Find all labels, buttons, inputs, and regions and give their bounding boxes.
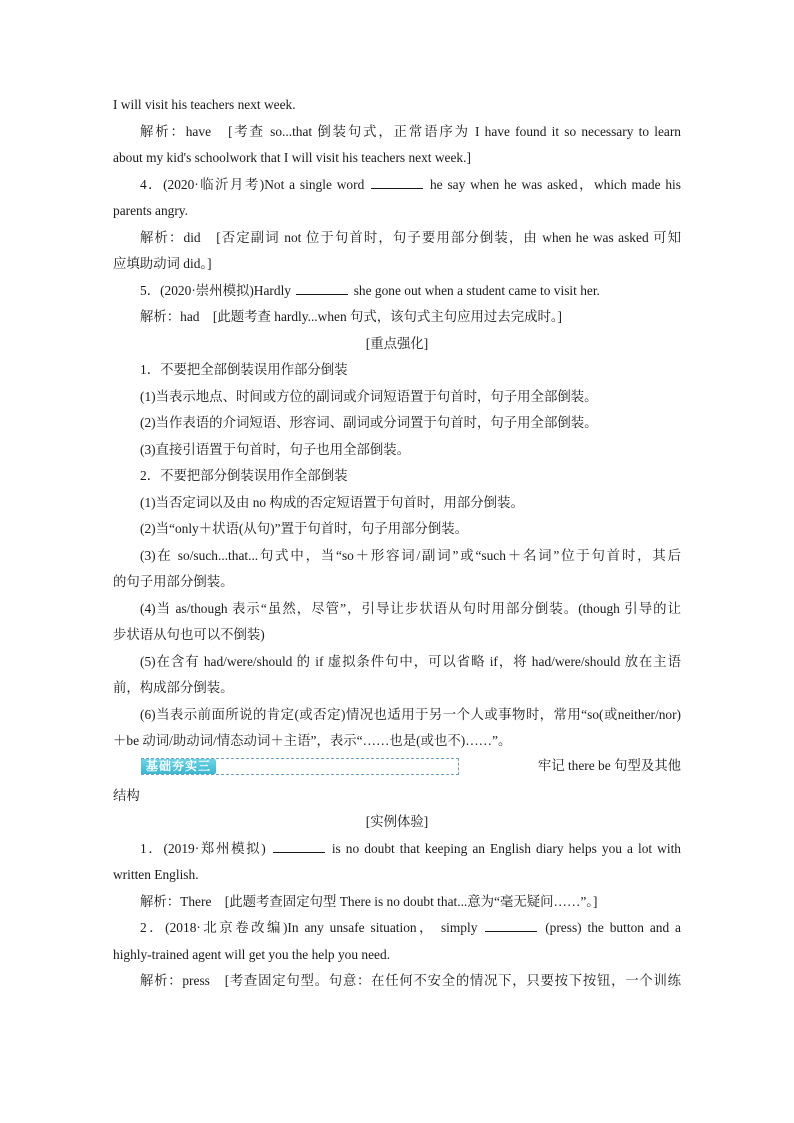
rule-heading: 1．不要把全部倒装误用作部分倒装 — [140, 362, 348, 377]
document-page — [113, 92, 681, 995]
rule-item: (4)当 as/though 表示“虽然，尽管”，引导让步状语从句时用部分倒装。(though 引导的让 — [140, 600, 681, 616]
subsection-heading: [重点强化] — [365, 335, 429, 351]
rule-item: (3)在 so/such...that...句式中，当“so＋形容词/副词”或“such＋名词”位于句首时，其后 — [140, 547, 681, 563]
rule-item: (5)在含有 had/were/should 的 if 虚拟条件句中，可以省略 if，将 had/were/should 放在主语 — [140, 653, 681, 669]
rule-item: (1)当否定词以及由 no 构成的否定短语置于句首时，用部分倒装。 — [140, 494, 524, 510]
question-1-stem: 1．(2019·郑州模拟) — [140, 840, 266, 856]
answer-blank[interactable] — [371, 178, 423, 189]
rule-item-cont: ＋be 动词/助动词/情态动词＋主语”，表示“……也是(或也不)……”。 — [113, 733, 512, 748]
section-badge: 基础夯实三 — [141, 759, 216, 774]
text-line: about my kid's schoolwork that I will visit his teachers next week.] — [113, 150, 471, 165]
answer-line: 解析：did [否定副词 not 位于句首时，句子要用部分倒装，由 when he was asked 可知 — [140, 229, 681, 245]
question-1-stem-cont: is no doubt that keeping an English diary helps you a lot with — [331, 840, 681, 856]
rule-item: (3)直接引语置于句首时，句子也用全部倒装。 — [140, 441, 411, 457]
question-2-stem-cont: (press) the button and a — [545, 920, 681, 935]
answer-blank[interactable] — [296, 284, 348, 295]
text-line: I will visit his teachers next week. — [113, 97, 296, 112]
rule-item-cont: 步状语从句也可以不倒装) — [113, 627, 265, 642]
question-4 — [113, 172, 681, 199]
answer-line: 解析：press [考查固定句型。句意：在任何不安全的情况下，只要按下按钮，一个训练 — [140, 973, 681, 988]
question-2 — [113, 915, 681, 942]
section-title-cont: 结构 — [113, 787, 140, 803]
rule-item: (1)当表示地点、时间或方位的副词或介词短语置于句首时，句子用全部倒装。 — [140, 388, 598, 404]
rule-item: (2)当作表语的介词短语、形容词、副词或分词置于句首时，句子用全部倒装。 — [140, 415, 598, 430]
answer-line: 解析：There [此题考查固定句型 There is no doubt that...意为“毫无疑问……”。] — [140, 893, 598, 909]
answer-line: 解析：have [考查 so...that 倒装句式，正常语序为 I have found it so necessary to learn — [140, 123, 681, 139]
section-header — [113, 753, 681, 783]
question-5-stem: 5．(2020·崇州模拟)Hardly — [140, 282, 291, 298]
answer-line: 解析：had [此题考查 hardly...when 句式，该句式主句应用过去完成时。] — [140, 309, 563, 324]
rule-heading: 2．不要把部分倒装误用作全部倒装 — [140, 468, 348, 483]
rule-item: (6)当表示前面所说的肯定(或否定)情况也适用于另一个人或事物时，常用“so(或neither/nor) — [140, 706, 681, 722]
rule-item: (2)当“only＋状语(从句)”置于句首时，句子用部分倒装。 — [140, 521, 469, 536]
rule-item-cont: 前，构成部分倒装。 — [113, 680, 234, 695]
text-line: written English. — [113, 867, 199, 882]
question-1 — [113, 836, 681, 863]
question-4-stem-cont: he say when he was asked，which made his — [429, 176, 681, 192]
answer-blank[interactable] — [273, 842, 325, 853]
text-line: highly-trained agent will get you the help you need. — [113, 946, 391, 962]
answer-blank[interactable] — [485, 921, 537, 932]
question-5-stem-cont: she gone out when a student came to visit her. — [353, 282, 600, 298]
question-5 — [113, 278, 681, 305]
question-2-stem: 2．(2018·北京卷改编)In any unsafe situation， simply — [140, 920, 478, 935]
subsection-heading: [实例体验] — [365, 814, 429, 829]
text-line: parents angry. — [113, 203, 188, 218]
rule-item-cont: 的句子用部分倒装。 — [113, 574, 234, 589]
section-title: 牢记 there be 句型及其他 — [537, 757, 681, 773]
question-4-stem: 4．(2020·临沂月考)Not a single word — [140, 176, 365, 192]
text-line: 应填助动词 did。] — [113, 256, 212, 271]
